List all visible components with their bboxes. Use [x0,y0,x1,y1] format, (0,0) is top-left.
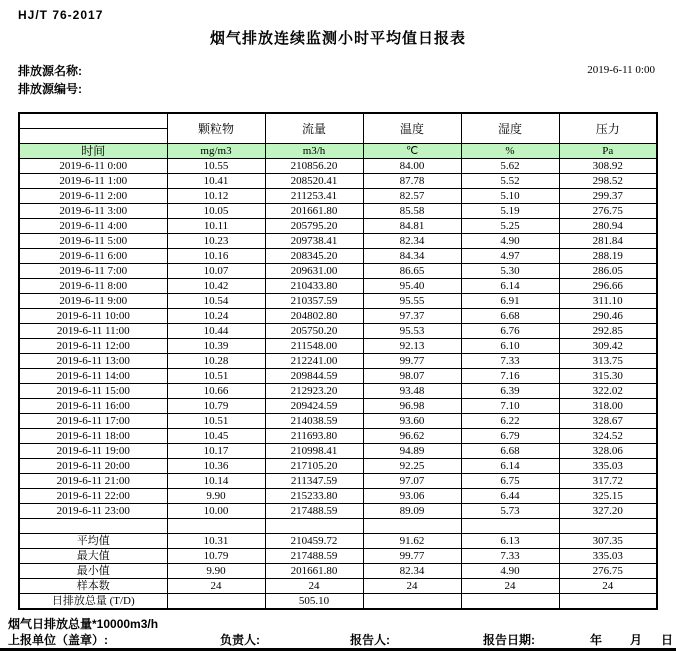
hourly-data-row [19,309,657,324]
time-cell: 2019-6-11 14:00 [19,369,167,384]
value-cell: 335.03 [559,549,657,564]
time-cell: 2019-6-11 21:00 [19,474,167,489]
value-cell: 209844.59 [265,369,363,384]
time-cell: 2019-6-11 10:00 [19,309,167,324]
value-cell: 205750.20 [265,324,363,339]
value-cell [363,594,461,610]
value-cell [559,519,657,534]
col-header-particulate: 颗粒物 [167,113,265,144]
value-cell: 82.57 [363,189,461,204]
value-cell: 95.55 [363,294,461,309]
value-cell: 95.53 [363,324,461,339]
value-cell: 5.62 [461,159,559,174]
value-cell: 211548.00 [265,339,363,354]
value-cell: 10.07 [167,264,265,279]
summary-label-cell: 日排放总量 (T/D) [19,594,167,610]
source-id-label: 排放源编号: [18,82,82,96]
value-cell: 205795.20 [265,219,363,234]
summary-label-cell: 最大值 [19,549,167,564]
hourly-data-row [19,429,657,444]
value-cell: 276.75 [559,564,657,579]
value-cell: 6.13 [461,534,559,549]
value-cell: 93.06 [363,489,461,504]
summary-row [19,534,657,549]
time-header-cell: 时间 [19,144,167,159]
value-cell: 209424.59 [265,399,363,414]
hourly-data-row [19,399,657,414]
time-cell: 2019-6-11 4:00 [19,219,167,234]
hourly-data-row [19,249,657,264]
value-cell: 6.10 [461,339,559,354]
value-cell: 10.42 [167,279,265,294]
value-cell: 210433.80 [265,279,363,294]
summary-label-cell: 平均值 [19,534,167,549]
value-cell: 325.15 [559,489,657,504]
value-cell: 24 [265,579,363,594]
value-cell [167,594,265,610]
time-cell: 2019-6-11 5:00 [19,234,167,249]
value-cell: 10.17 [167,444,265,459]
hourly-data-row [19,384,657,399]
time-cell: 2019-6-11 8:00 [19,279,167,294]
empty-header-cell [19,113,167,129]
unit-header-cell: ℃ [363,144,461,159]
summary-row [19,549,657,564]
value-cell: 99.77 [363,354,461,369]
value-cell: 6.76 [461,324,559,339]
value-cell: 211693.80 [265,429,363,444]
value-cell: 309.42 [559,339,657,354]
value-cell: 292.85 [559,324,657,339]
value-cell: 6.14 [461,279,559,294]
report-table-wrap [18,112,658,610]
hourly-data-row [19,294,657,309]
value-cell: 5.25 [461,219,559,234]
value-cell: 10.79 [167,549,265,564]
value-cell: 286.05 [559,264,657,279]
value-cell: 82.34 [363,234,461,249]
value-cell: 204802.80 [265,309,363,324]
value-cell: 10.55 [167,159,265,174]
responsible-person-label: 负责人: [220,633,260,647]
value-cell: 215233.80 [265,489,363,504]
col-header-temperature: 温度 [363,113,461,144]
time-cell: 2019-6-11 23:00 [19,504,167,519]
unit-header-cell: Pa [559,144,657,159]
value-cell: 296.66 [559,279,657,294]
value-cell: 4.90 [461,234,559,249]
time-cell: 2019-6-11 11:00 [19,324,167,339]
value-cell: 96.98 [363,399,461,414]
hourly-data-row [19,354,657,369]
value-cell: 217488.59 [265,549,363,564]
hourly-data-row [19,264,657,279]
value-cell: 85.58 [363,204,461,219]
value-cell: 211347.59 [265,474,363,489]
value-cell: 99.77 [363,549,461,564]
time-cell: 2019-6-11 16:00 [19,399,167,414]
value-cell: 7.16 [461,369,559,384]
value-cell: 93.60 [363,414,461,429]
value-cell: 214038.59 [265,414,363,429]
value-cell: 7.10 [461,399,559,414]
time-cell: 2019-6-11 12:00 [19,339,167,354]
value-cell: 6.14 [461,459,559,474]
value-cell: 201661.80 [265,564,363,579]
value-cell: 10.45 [167,429,265,444]
report-table [18,112,658,610]
value-cell: 209631.00 [265,264,363,279]
value-cell: 217488.59 [265,504,363,519]
value-cell: 210998.41 [265,444,363,459]
value-cell: 84.00 [363,159,461,174]
value-cell: 6.75 [461,474,559,489]
page-title: 烟气排放连续监测小时平均值日报表 [209,30,466,47]
col-header-pressure: 压力 [559,113,657,144]
value-cell [265,519,363,534]
year-label: 年 [590,633,603,647]
time-cell: 2019-6-11 19:00 [19,444,167,459]
hourly-data-row [19,474,657,489]
value-cell: 10.79 [167,399,265,414]
standard-code: HJ/T 76-2017 [18,8,104,22]
time-cell: 2019-6-11 3:00 [19,204,167,219]
value-cell: 84.34 [363,249,461,264]
hourly-data-row [19,159,657,174]
value-cell: 4.90 [461,564,559,579]
value-cell: 6.22 [461,414,559,429]
value-cell: 10.66 [167,384,265,399]
value-cell: 318.00 [559,399,657,414]
value-cell: 10.11 [167,219,265,234]
value-cell: 313.75 [559,354,657,369]
value-cell: 10.12 [167,189,265,204]
value-cell: 5.30 [461,264,559,279]
value-cell: 280.94 [559,219,657,234]
hourly-data-row [19,279,657,294]
value-cell: 10.51 [167,369,265,384]
hourly-data-row [19,174,657,189]
value-cell [461,519,559,534]
col-header-humidity: 湿度 [461,113,559,144]
value-cell: 328.06 [559,444,657,459]
value-cell: 208345.20 [265,249,363,264]
time-cell: 2019-6-11 20:00 [19,459,167,474]
value-cell: 290.46 [559,309,657,324]
value-cell: 10.16 [167,249,265,264]
value-cell: 89.09 [363,504,461,519]
hourly-data-row [19,414,657,429]
value-cell: 10.14 [167,474,265,489]
summary-label-cell: 最小值 [19,564,167,579]
time-cell: 2019-6-11 7:00 [19,264,167,279]
value-cell: 10.51 [167,414,265,429]
value-cell: 307.35 [559,534,657,549]
value-cell: 210856.20 [265,159,363,174]
hourly-data-row [19,489,657,504]
spacer-row [19,519,657,534]
value-cell: 94.89 [363,444,461,459]
time-cell: 2019-6-11 2:00 [19,189,167,204]
time-cell: 2019-6-11 1:00 [19,174,167,189]
value-cell: 97.07 [363,474,461,489]
value-cell: 201661.80 [265,204,363,219]
value-cell: 4.97 [461,249,559,264]
value-cell: 98.07 [363,369,461,384]
value-cell [167,519,265,534]
value-cell: 95.40 [363,279,461,294]
col-header-flow: 流量 [265,113,363,144]
signature-line [0,631,676,647]
value-cell: 335.03 [559,459,657,474]
value-cell: 6.68 [461,309,559,324]
value-cell: 24 [167,579,265,594]
value-cell: 298.52 [559,174,657,189]
value-cell: 92.13 [363,339,461,354]
time-cell: 2019-6-11 22:00 [19,489,167,504]
unit-header-cell: m3/h [265,144,363,159]
reporter-label: 报告人: [350,633,390,647]
total-emission-note: 烟气日排放总量*10000m3/h [8,617,159,631]
pollutant-header-row [19,113,657,129]
report-date-label: 报告日期: [483,633,535,647]
value-cell: 10.31 [167,534,265,549]
unit-header-row [19,144,657,159]
month-label: 月 [630,633,643,647]
day-label: 日 [661,633,674,647]
value-cell: 87.78 [363,174,461,189]
report-datetime: 2019-6-11 0:00 [587,64,655,76]
value-cell: 10.41 [167,174,265,189]
value-cell: 6.79 [461,429,559,444]
value-cell: 315.30 [559,369,657,384]
value-cell: 217105.20 [265,459,363,474]
summary-label-cell: 样本数 [19,579,167,594]
value-cell: 24 [461,579,559,594]
value-cell: 91.62 [363,534,461,549]
value-cell: 5.10 [461,189,559,204]
value-cell: 288.19 [559,249,657,264]
hourly-data-row [19,189,657,204]
hourly-data-row [19,459,657,474]
value-cell: 10.44 [167,324,265,339]
hourly-data-row [19,204,657,219]
value-cell: 322.02 [559,384,657,399]
value-cell: 7.33 [461,549,559,564]
value-cell [461,594,559,610]
value-cell: 6.39 [461,384,559,399]
value-cell: 10.28 [167,354,265,369]
value-cell [363,519,461,534]
value-cell: 7.33 [461,354,559,369]
value-cell: 10.00 [167,504,265,519]
value-cell: 208520.41 [265,174,363,189]
value-cell: 9.90 [167,564,265,579]
hourly-data-row [19,339,657,354]
value-cell: 328.67 [559,414,657,429]
value-cell: 10.24 [167,309,265,324]
value-cell: 92.25 [363,459,461,474]
value-cell: 212241.00 [265,354,363,369]
value-cell: 10.54 [167,294,265,309]
table-body [19,159,657,610]
value-cell: 210357.59 [265,294,363,309]
time-cell: 2019-6-11 9:00 [19,294,167,309]
empty-header-cell [19,129,167,144]
value-cell: 212923.20 [265,384,363,399]
hourly-data-row [19,444,657,459]
value-cell: 10.36 [167,459,265,474]
time-cell: 2019-6-11 15:00 [19,384,167,399]
summary-row [19,594,657,610]
value-cell: 505.10 [265,594,363,610]
time-cell: 2019-6-11 18:00 [19,429,167,444]
value-cell: 317.72 [559,474,657,489]
report-unit-label: 上报单位（盖章）: [8,633,108,647]
value-cell: 276.75 [559,204,657,219]
time-cell: 2019-6-11 13:00 [19,354,167,369]
hourly-data-row [19,234,657,249]
value-cell: 210459.72 [265,534,363,549]
hourly-data-row [19,504,657,519]
value-cell: 10.05 [167,204,265,219]
summary-row [19,564,657,579]
value-cell: 96.62 [363,429,461,444]
value-cell: 299.37 [559,189,657,204]
value-cell: 211253.41 [265,189,363,204]
value-cell: 82.34 [363,564,461,579]
value-cell: 209738.41 [265,234,363,249]
summary-row [19,579,657,594]
value-cell: 9.90 [167,489,265,504]
value-cell [559,594,657,610]
value-cell: 324.52 [559,429,657,444]
value-cell: 97.37 [363,309,461,324]
hourly-data-row [19,324,657,339]
value-cell: 6.44 [461,489,559,504]
value-cell: 308.92 [559,159,657,174]
time-cell: 2019-6-11 0:00 [19,159,167,174]
source-name-label: 排放源名称: [18,64,82,78]
time-cell: 2019-6-11 6:00 [19,249,167,264]
hourly-data-row [19,219,657,234]
value-cell: 24 [559,579,657,594]
value-cell: 5.19 [461,204,559,219]
value-cell: 93.48 [363,384,461,399]
value-cell: 327.20 [559,504,657,519]
unit-header-cell: mg/m3 [167,144,265,159]
value-cell: 5.52 [461,174,559,189]
value-cell: 24 [363,579,461,594]
value-cell: 281.84 [559,234,657,249]
value-cell: 5.73 [461,504,559,519]
value-cell: 6.68 [461,444,559,459]
value-cell: 10.23 [167,234,265,249]
hourly-data-row [19,369,657,384]
time-cell: 2019-6-11 17:00 [19,414,167,429]
empty-cell [19,519,167,534]
value-cell: 311.10 [559,294,657,309]
unit-header-cell: % [461,144,559,159]
page-bottom-rule [0,648,676,651]
value-cell: 86.65 [363,264,461,279]
value-cell: 84.81 [363,219,461,234]
value-cell: 6.91 [461,294,559,309]
value-cell: 10.39 [167,339,265,354]
